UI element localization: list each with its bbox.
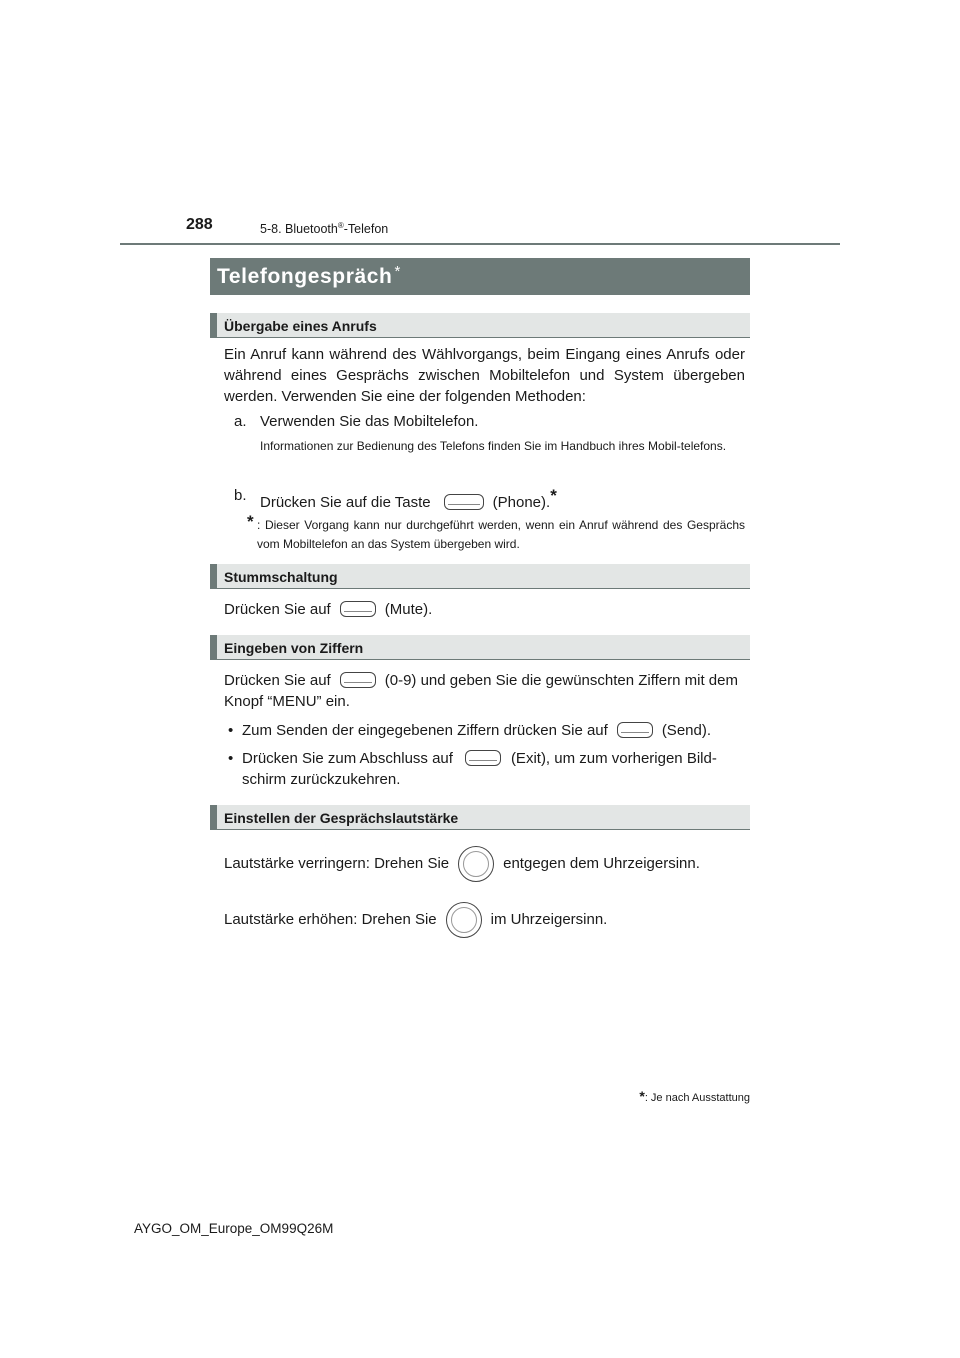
bullet-exit: • <box>228 750 234 767</box>
footnote-star: * <box>639 1088 645 1104</box>
mute-button-icon <box>340 601 376 617</box>
volume-up-instruction: Lautstärke erhöhen: Drehen Sie im Uhrzeigersinn. <box>224 900 607 940</box>
volume-down-instruction: Lautstärke verringern: Drehen Sie entgegen dem Uhrzeigersinn. <box>224 844 700 884</box>
title-asterisk: * <box>394 263 401 280</box>
chapter-title: 5-8. Bluetooth®-Telefon <box>260 221 389 237</box>
list-marker-a: a. <box>234 413 247 430</box>
bullet-send: • <box>228 722 234 739</box>
exit-button-icon <box>465 750 501 766</box>
document-code: AYGO_OM_Europe_OM99Q26M <box>134 1221 334 1236</box>
volume-knob-icon <box>458 846 494 882</box>
volume-knob-icon <box>446 902 482 938</box>
handover-intro: Ein Anruf kann während des Wählvorgangs, beim Eingang eines Anrufs oder während eines Gesprächs zwischen Mobiltelefon und System übergeben werden. Verwenden Sie eine der folgenden Methoden: <box>224 346 745 405</box>
item-a-note: Informationen zur Bedienung des Telefons finden Sie im Handbuch ihres Mobil-telefons. <box>260 439 727 453</box>
send-button-icon <box>617 722 653 738</box>
registered-mark: ® <box>337 221 344 230</box>
section-heading-handover: Übergabe eines Anrufs <box>210 313 750 338</box>
exit-instruction: Drücken Sie zum Abschluss auf (Exit), um zum vorherigen Bild-schirm zurückzukehren. <box>242 750 717 788</box>
footnote-text: : Dieser Vorgang kann nur durchgeführt werden, wenn ein Anruf während des Gesprächs vom Mobiltelefon an das System übergeben wird. <box>257 518 745 551</box>
mute-instruction: Drücken Sie auf (Mute). <box>224 601 433 618</box>
item-b-text: Drücken Sie auf die Taste (Phone).* <box>260 486 557 511</box>
section-heading-volume: Einstellen der Gesprächslautstärke <box>210 805 750 830</box>
list-marker-b: b. <box>234 487 247 504</box>
header-divider <box>120 243 840 245</box>
section-heading-mute: Stummschaltung <box>210 564 750 589</box>
equipment-footnote: *: Je nach Ausstattung <box>639 1088 750 1104</box>
section-heading-digits: Eingeben von Ziffern <box>210 635 750 660</box>
footnote-asterisk: * <box>247 512 254 531</box>
page-title: Telefongespräch * <box>210 258 750 295</box>
digit-button-icon <box>340 672 376 688</box>
phone-button-icon <box>444 494 484 510</box>
item-a-text: Verwenden Sie das Mobiltelefon. <box>260 413 479 430</box>
send-instruction: Zum Senden der eingegebenen Ziffern drücken Sie auf (Send). <box>242 722 712 739</box>
page-number: 288 <box>186 216 213 233</box>
item-b-asterisk: * <box>550 486 557 505</box>
digits-instruction: Drücken Sie auf (0-9) und geben Sie die gewünschten Ziffern mit dem Knopf “MENU” ein. <box>224 672 738 710</box>
